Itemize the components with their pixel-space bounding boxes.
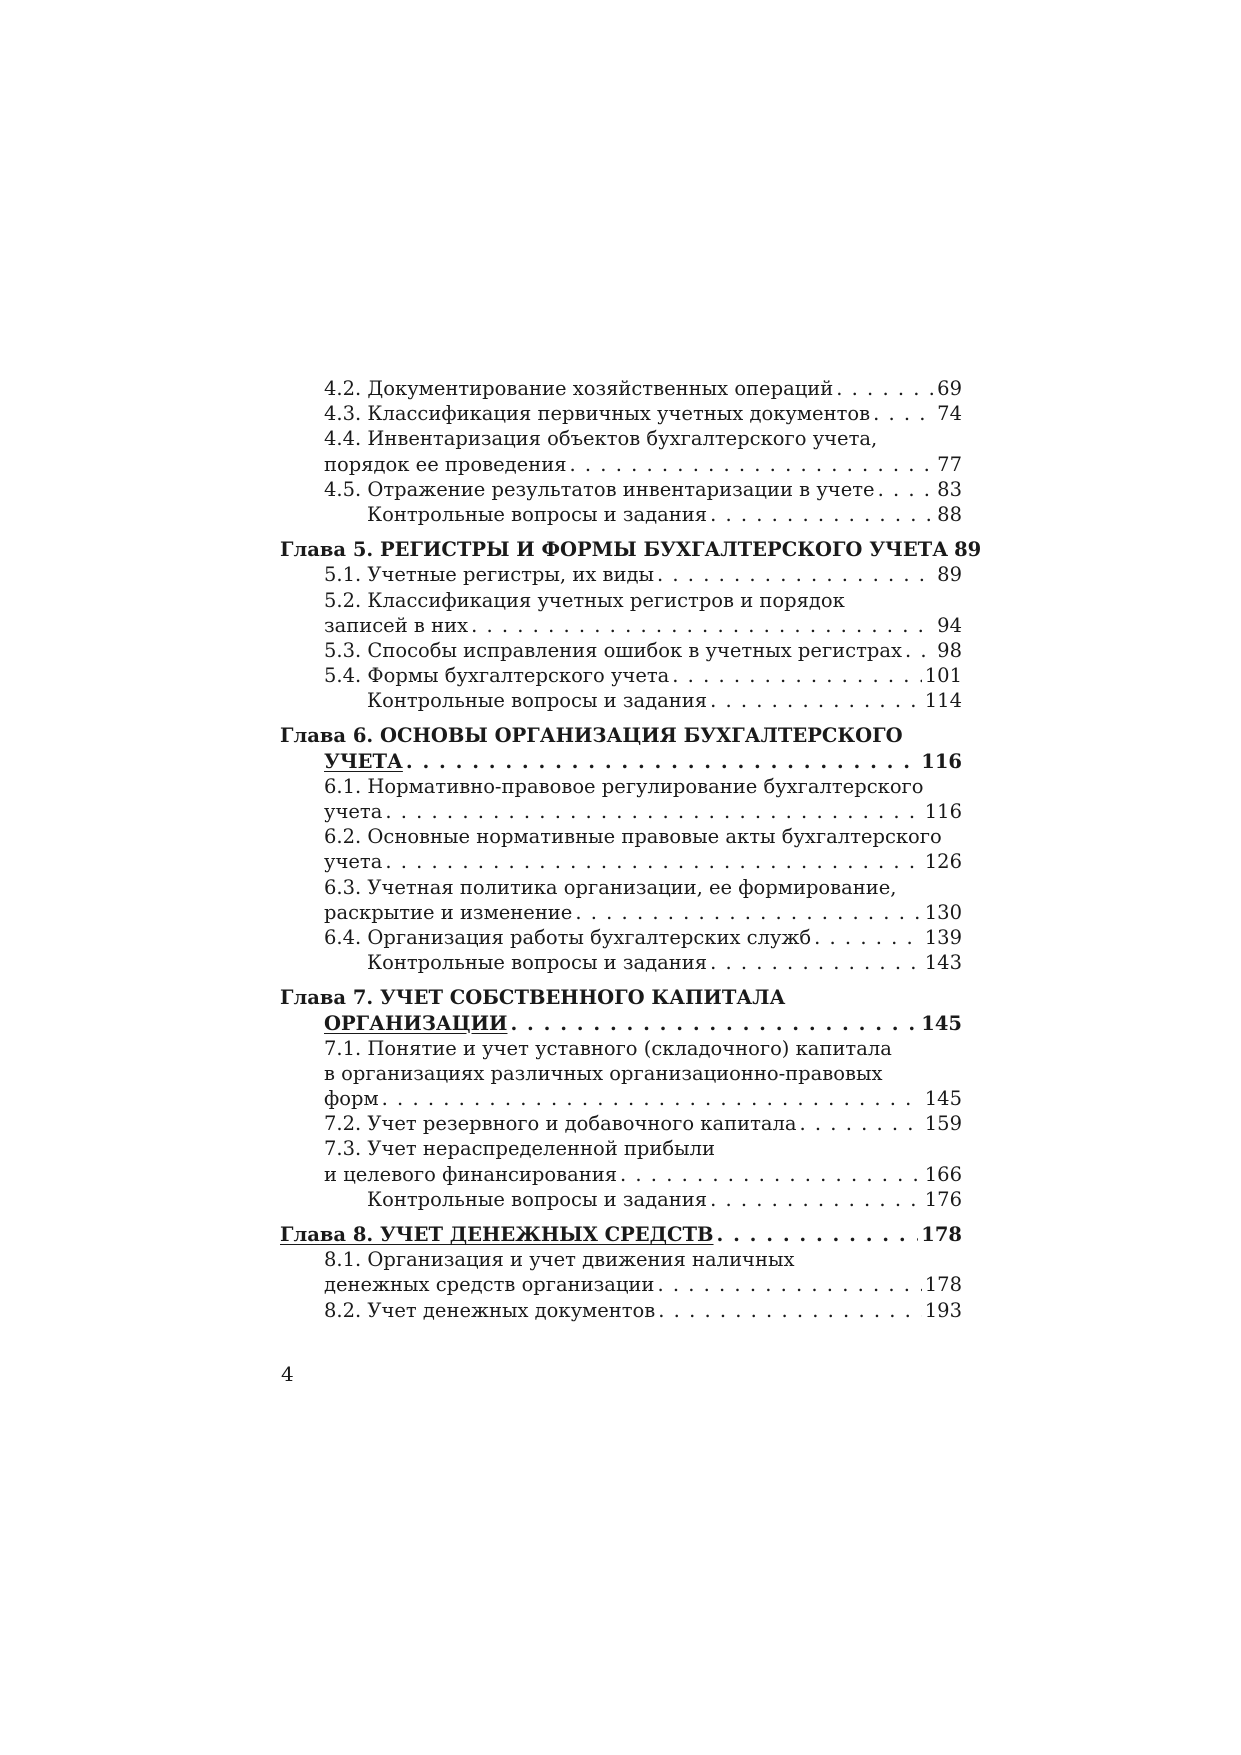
toc-entry xyxy=(280,688,962,713)
toc-entry-title: ОРГАНИЗАЦИИ xyxy=(324,1011,508,1035)
dot-leader xyxy=(658,1298,921,1323)
dot-leader xyxy=(905,638,933,663)
toc-entry-title: 4.3. Классификация первичных учетных документов xyxy=(324,402,871,426)
toc-entry xyxy=(280,588,962,613)
dot-leader xyxy=(873,401,933,426)
toc-entry-page: 94 xyxy=(937,613,962,637)
toc-entry-page: 130 xyxy=(924,900,962,924)
toc-entry-page: 126 xyxy=(924,850,962,874)
toc-entry-title: УЧЕТА xyxy=(324,749,403,773)
dot-leader xyxy=(657,562,933,587)
toc-section xyxy=(280,537,982,713)
toc-entry-title: и целевого финансирования xyxy=(324,1162,617,1186)
toc-entry-title: 5.4. Формы бухгалтерского учета xyxy=(324,664,670,688)
toc-entry-title: 6.1. Нормативно-правовое регулирование бухгалтерского xyxy=(324,774,924,798)
toc-entry-page: 139 xyxy=(924,925,962,949)
toc-entry-page: 116 xyxy=(924,800,962,823)
section-gap xyxy=(280,527,962,537)
toc-entry xyxy=(280,1162,962,1187)
toc-entry xyxy=(280,749,962,774)
toc-entry xyxy=(280,477,962,502)
toc-entry-title: Контрольные вопросы и задания xyxy=(367,689,708,713)
toc-entry-title: 5.1. Учетные регистры, их виды xyxy=(324,563,655,587)
toc-entry xyxy=(280,1111,962,1136)
toc-entry xyxy=(280,562,962,587)
toc-entry xyxy=(280,1247,962,1272)
dot-leader xyxy=(471,613,933,638)
toc-entry xyxy=(280,663,962,688)
toc-entry-title: 7.1. Понятие и учет уставного (складочного) капитала xyxy=(324,1036,892,1060)
toc-chapter-heading xyxy=(280,1222,962,1247)
toc-entry-title: порядок ее проведения xyxy=(324,452,567,476)
toc-section xyxy=(280,723,962,975)
toc-entry-title: 8.2. Учет денежных документов xyxy=(324,1298,656,1322)
toc-entry xyxy=(280,1061,962,1086)
toc-entry-title: Глава 7. УЧЕТ СОБСТВЕННОГО КАПИТАЛА xyxy=(280,986,786,1010)
toc-chapter-heading xyxy=(280,985,962,1010)
toc-entry-title: 5.2. Классификация учетных регистров и порядок xyxy=(324,588,845,612)
toc-entry-title: 6.3. Учетная политика организации, ее формирование, xyxy=(324,875,897,899)
toc-entry xyxy=(280,774,962,799)
toc-entry-title: 4.4. Инвентаризация объектов бухгалтерского учета, xyxy=(324,427,878,451)
toc-entry xyxy=(280,638,962,663)
toc-entry-title: Контрольные вопросы и задания xyxy=(367,502,708,526)
toc-entry-page: 176 xyxy=(924,1187,962,1211)
toc-section xyxy=(280,985,962,1212)
toc-entry-title: Контрольные вопросы и задания xyxy=(367,951,708,975)
toc-entry-page: 89 xyxy=(937,563,962,587)
toc-entry-page: 166 xyxy=(924,1162,962,1186)
toc-entry-title: Контрольные вопросы и задания xyxy=(367,1187,708,1211)
toc-entry-title: учета xyxy=(324,850,383,874)
dot-leader xyxy=(710,1187,922,1212)
toc-entry xyxy=(280,849,962,874)
toc-entry xyxy=(280,875,962,900)
toc-entry xyxy=(280,1272,962,1297)
toc-entry xyxy=(280,426,962,451)
dot-leader xyxy=(385,849,921,874)
toc-entry-title: денежных средств организации xyxy=(324,1273,655,1297)
toc-entry-title: 8.1. Организация и учет движения наличных xyxy=(324,1248,795,1272)
toc-entry-title: 6.2. Основные нормативные правовые акты бухгалтерского xyxy=(324,825,942,849)
toc-entry-title: учета xyxy=(324,800,383,823)
toc-entry xyxy=(280,1036,962,1061)
toc-entry-title: 5.3. Способы исправления ошибок в учетных регистрах xyxy=(324,638,902,662)
toc-entry xyxy=(280,613,962,638)
dot-leader xyxy=(717,1222,919,1247)
dot-leader xyxy=(710,950,922,975)
toc-entry-title: раскрытие и изменение xyxy=(324,900,573,924)
toc-entry xyxy=(280,376,962,401)
toc-entry-page: 145 xyxy=(924,1087,962,1111)
toc-section xyxy=(280,1222,962,1323)
toc-section xyxy=(280,376,962,527)
dot-leader xyxy=(620,1162,922,1187)
page-number: 4 xyxy=(281,1362,294,1386)
dot-leader xyxy=(710,502,933,527)
section-gap xyxy=(280,713,962,723)
toc-entry-page: 89 xyxy=(954,538,982,562)
toc-entry-title: Глава 5. РЕГИСТРЫ И ФОРМЫ БУХГАЛТЕРСКОГО УЧЕТА xyxy=(280,538,949,562)
toc-entry xyxy=(280,1011,962,1036)
dot-leader xyxy=(510,1011,918,1036)
dot-leader xyxy=(385,799,921,824)
toc-entry-page: 116 xyxy=(921,749,962,773)
toc-entry-page: 145 xyxy=(921,1011,962,1035)
toc-entry-page: 178 xyxy=(924,1273,962,1297)
toc-entry xyxy=(280,1187,962,1212)
toc-entry xyxy=(280,401,962,426)
toc-entry xyxy=(280,502,962,527)
toc-entry-page: 101 xyxy=(924,664,962,688)
dot-leader xyxy=(814,925,922,950)
toc-entry xyxy=(280,799,962,824)
toc-entry xyxy=(280,950,962,975)
toc-entry xyxy=(280,1136,962,1161)
dot-leader xyxy=(672,663,921,688)
toc-chapter-heading xyxy=(280,537,982,562)
dot-leader xyxy=(657,1272,921,1297)
table-of-contents xyxy=(280,376,982,1323)
toc-entry-title: 4.5. Отражение результатов инвентаризации в учете xyxy=(324,477,875,501)
toc-entry xyxy=(280,900,962,925)
toc-entry-title: Глава 6. ОСНОВЫ ОРГАНИЗАЦИЯ БУХГАЛТЕРСКОГО xyxy=(280,724,903,748)
dot-leader xyxy=(406,749,918,774)
dot-leader xyxy=(570,452,933,477)
dot-leader xyxy=(382,1086,922,1111)
toc-entry xyxy=(280,1086,962,1111)
toc-entry-page: 98 xyxy=(937,638,962,662)
toc-chapter-heading xyxy=(280,723,962,748)
toc-entry-title: 4.2. Документирование хозяйственных операций xyxy=(324,377,834,400)
dot-leader xyxy=(878,477,933,502)
toc-entry-page: 88 xyxy=(937,502,962,526)
toc-entry xyxy=(280,452,962,477)
section-gap xyxy=(280,975,962,985)
toc-entry xyxy=(280,925,962,950)
toc-entry-title: 6.4. Организация работы бухгалтерских служб xyxy=(324,925,812,949)
toc-entry-page: 143 xyxy=(924,951,962,975)
toc-entry-page: 114 xyxy=(924,689,962,713)
dot-leader xyxy=(710,688,922,713)
toc-entry-title: форм xyxy=(324,1087,379,1111)
dot-leader xyxy=(575,900,921,925)
toc-entry-page: 178 xyxy=(921,1223,962,1246)
toc-entry-title: Глава 8. УЧЕТ ДЕНЕЖНЫХ СРЕДСТВ xyxy=(280,1223,714,1246)
toc-entry xyxy=(280,1298,962,1323)
toc-entry xyxy=(280,824,962,849)
toc-entry-page: 74 xyxy=(937,402,962,426)
toc-entry-page: 159 xyxy=(924,1112,962,1136)
toc-entry-title: 7.3. Учет нераспределенной прибыли xyxy=(324,1137,716,1161)
dot-leader xyxy=(800,1111,922,1136)
toc-entry-page: 77 xyxy=(937,452,962,476)
toc-entry-title: 7.2. Учет резервного и добавочного капитала xyxy=(324,1112,797,1136)
toc-entry-title: в организациях различных организационно-правовых xyxy=(324,1061,883,1085)
toc-entry-title: записей в них xyxy=(324,613,469,637)
dot-leader xyxy=(836,376,933,401)
toc-entry-page: 83 xyxy=(937,477,962,501)
toc-entry-page: 69 xyxy=(937,377,962,400)
section-gap xyxy=(280,1212,962,1222)
toc-entry-page: 193 xyxy=(924,1298,962,1322)
